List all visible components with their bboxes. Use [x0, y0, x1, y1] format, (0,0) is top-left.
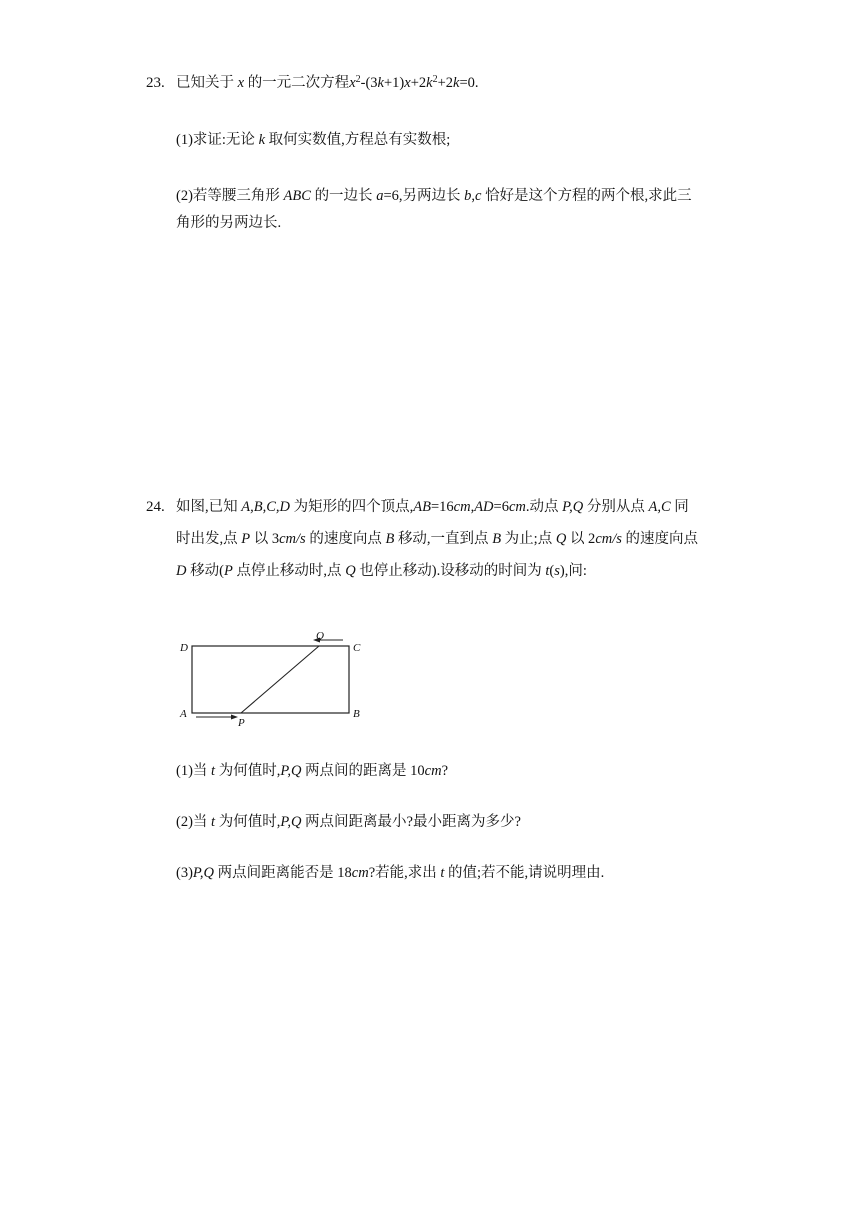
question-24-stem-line-2: 时出发,点 P 以 3cm/s 的速度向点 B 移动,一直到点 B 为止;点 Q 以 2cm/s 的速度向点	[176, 531, 699, 547]
segment-pq	[241, 646, 319, 713]
question-23-number: 23.	[146, 75, 165, 91]
label-d: D	[180, 642, 188, 654]
rectangle-abcd	[192, 646, 349, 713]
question-23-stem: 已知关于 x 的一元二次方程$x^2-(3k+1)x+2k^2+2k=0$.	[176, 74, 479, 91]
question-23-part-2-line-1: (2)若等腰三角形 ABC 的一边长 a=6,另两边长 b,c 恰好是这个方程的两个根,求此三	[176, 188, 692, 204]
question-24-part-2: (2)当 t 为何值时,P,Q 两点间距离最小?最小距离为多少?	[176, 814, 521, 830]
question-24-part-1: (1)当 t 为何值时,P,Q 两点间的距离是 10cm?	[176, 763, 449, 779]
label-c: C	[353, 642, 361, 654]
question-23-part-1: (1)求证:无论 k 取何实数值,方程总有实数根;	[176, 132, 451, 148]
label-b: B	[353, 708, 360, 720]
question-24-number: 24.	[146, 499, 165, 515]
question-24-stem-line-1: 如图,已知 A,B,C,D 为矩形的四个顶点,AB=16cm,AD=6cm.动点 P,Q 分别从点 A,C 同	[176, 499, 689, 515]
question-24-part-3: (3)P,Q 两点间距离能否是 18cm?若能,求出 t 的值;若不能,请说明理由.	[176, 865, 605, 881]
label-q: Q	[316, 630, 324, 642]
arrow-p-direction	[196, 715, 238, 720]
label-p: P	[238, 717, 245, 729]
question-24-stem-line-3: D 移动(P 点停止移动时,点 Q 也停止移动).设移动的时间为 t(s),问:	[176, 563, 587, 579]
label-a: A	[180, 708, 187, 720]
question-23-part-2-line-2: 角形的另两边长.	[176, 215, 282, 231]
rectangle-figure	[176, 626, 376, 730]
